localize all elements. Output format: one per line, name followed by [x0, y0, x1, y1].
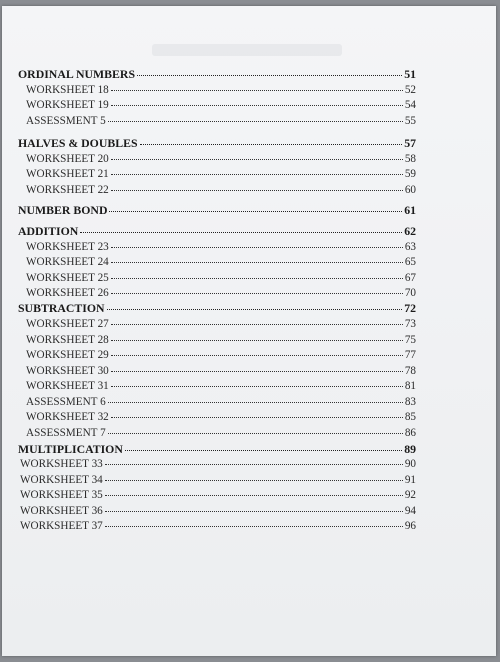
toc-entry	[26, 287, 416, 300]
toc-page-number: 58	[404, 153, 416, 165]
toc-page-number: 70	[404, 287, 416, 299]
toc-item-title: WORKSHEET 26	[26, 287, 109, 299]
toc-item-title: WORKSHEET 28	[26, 334, 109, 346]
toc-entry	[20, 474, 416, 487]
dot-leader	[140, 144, 403, 145]
dot-leader	[80, 232, 402, 233]
dot-leader	[108, 121, 403, 122]
dot-leader	[105, 495, 403, 496]
dot-leader	[105, 526, 403, 527]
toc-item-title: WORKSHEET 31	[26, 380, 109, 392]
dot-leader	[105, 511, 403, 512]
toc-page-number: 85	[404, 411, 416, 423]
toc-item-title: WORKSHEET 24	[26, 256, 109, 268]
toc-entry	[18, 68, 416, 81]
toc-item-title: WORKSHEET 27	[26, 318, 109, 330]
dot-leader	[125, 450, 402, 451]
toc-item-title: ASSESSMENT 7	[26, 427, 106, 439]
toc-item-title: WORKSHEET 22	[26, 184, 109, 196]
toc-item-title: WORKSHEET 34	[20, 474, 103, 486]
toc-page-number: 60	[404, 184, 416, 196]
toc-page-number: 63	[404, 241, 416, 253]
toc-entry	[26, 272, 416, 285]
document-page	[2, 6, 496, 656]
dot-leader	[111, 159, 403, 160]
toc-entry	[20, 505, 416, 518]
dot-leader	[109, 211, 402, 212]
toc-page-number: 86	[404, 427, 416, 439]
toc-entry	[26, 115, 416, 128]
dot-leader	[107, 309, 403, 310]
toc-page-number: 54	[404, 99, 416, 111]
dot-leader	[137, 75, 402, 76]
toc-item-title: WORKSHEET 19	[26, 99, 109, 111]
toc-page-number: 55	[404, 115, 416, 127]
toc-page-number: 59	[404, 168, 416, 180]
toc-entry	[26, 153, 416, 166]
toc-item-title: WORKSHEET 30	[26, 365, 109, 377]
toc-page-number: 61	[404, 203, 416, 217]
toc-section-title: ADDITION	[18, 224, 79, 238]
dot-leader	[111, 190, 403, 191]
toc-section-title: ORDINAL NUMBERS	[18, 67, 136, 81]
toc-entry	[26, 380, 416, 393]
toc-item-title: WORKSHEET 18	[26, 84, 109, 96]
toc-entry	[18, 443, 416, 456]
toc-page-number: 94	[404, 505, 416, 517]
toc-page-number: 91	[404, 474, 416, 486]
toc-item-title: WORKSHEET 29	[26, 349, 109, 361]
toc-entry	[26, 349, 416, 362]
toc-page-number: 73	[404, 318, 416, 330]
dot-leader	[111, 371, 403, 372]
toc-entry	[26, 241, 416, 254]
toc-page-number: 81	[404, 380, 416, 392]
toc-page-number: 89	[404, 442, 416, 456]
toc-item-title: WORKSHEET 23	[26, 241, 109, 253]
toc-section-title: SUBTRACTION	[18, 301, 105, 315]
toc-entry	[18, 137, 416, 150]
toc-item-title: WORKSHEET 20	[26, 153, 109, 165]
toc-page-number: 90	[404, 458, 416, 470]
toc-item-title: WORKSHEET 32	[26, 411, 109, 423]
toc-page-number: 72	[404, 301, 416, 315]
dot-leader	[108, 433, 403, 434]
toc-entry	[20, 458, 416, 471]
toc-page-number: 51	[404, 67, 416, 81]
dot-leader	[111, 417, 403, 418]
toc-entry	[18, 302, 416, 315]
dot-leader	[105, 480, 403, 481]
toc-item-title: WORKSHEET 25	[26, 272, 109, 284]
toc-page-number: 67	[404, 272, 416, 284]
dot-leader	[105, 464, 403, 465]
toc-item-title: WORKSHEET 37	[20, 520, 103, 532]
toc-entry	[18, 204, 416, 217]
dot-leader	[111, 174, 403, 175]
dot-leader	[108, 402, 403, 403]
toc-page-number: 62	[404, 224, 416, 238]
toc-entry	[26, 318, 416, 331]
toc-item-title: WORKSHEET 36	[20, 505, 103, 517]
dot-leader	[111, 324, 403, 325]
toc-entry	[26, 184, 416, 197]
dot-leader	[111, 90, 403, 91]
toc-page-number: 83	[404, 396, 416, 408]
dot-leader	[111, 105, 403, 106]
toc-page-number: 77	[404, 349, 416, 361]
toc-item-title: WORKSHEET 21	[26, 168, 109, 180]
toc-entry	[26, 256, 416, 269]
dot-leader	[111, 262, 403, 263]
toc-section-title: MULTIPLICATION	[18, 442, 123, 456]
toc-page-number: 92	[404, 489, 416, 501]
toc-page-number: 78	[404, 365, 416, 377]
toc-item-title: ASSESSMENT 6	[26, 396, 106, 408]
toc-entry	[26, 411, 416, 424]
dot-leader	[111, 293, 403, 294]
toc-entry	[20, 520, 416, 533]
toc-entry	[26, 84, 416, 97]
toc-entry	[26, 168, 416, 181]
toc-page-number: 96	[404, 520, 416, 532]
toc-section-title: NUMBER BOND	[18, 203, 108, 217]
toc-entry	[18, 225, 416, 238]
toc-entry	[26, 334, 416, 347]
toc-item-title: WORKSHEET 33	[20, 458, 103, 470]
toc-item-title: WORKSHEET 35	[20, 489, 103, 501]
toc-entry	[26, 99, 416, 112]
toc-page-number: 75	[404, 334, 416, 346]
toc-page-number: 57	[404, 136, 416, 150]
dot-leader	[111, 340, 403, 341]
toc-entry	[26, 365, 416, 378]
toc-item-title: ASSESSMENT 5	[26, 115, 106, 127]
table-of-contents	[2, 6, 496, 656]
toc-page-number: 52	[404, 84, 416, 96]
toc-entry	[26, 396, 416, 409]
toc-page-number: 65	[404, 256, 416, 268]
toc-section-title: HALVES & DOUBLES	[18, 136, 138, 150]
toc-entry	[20, 489, 416, 502]
dot-leader	[111, 247, 403, 248]
dot-leader	[111, 278, 403, 279]
toc-entry	[26, 427, 416, 440]
dot-leader	[111, 355, 403, 356]
dot-leader	[111, 386, 403, 387]
